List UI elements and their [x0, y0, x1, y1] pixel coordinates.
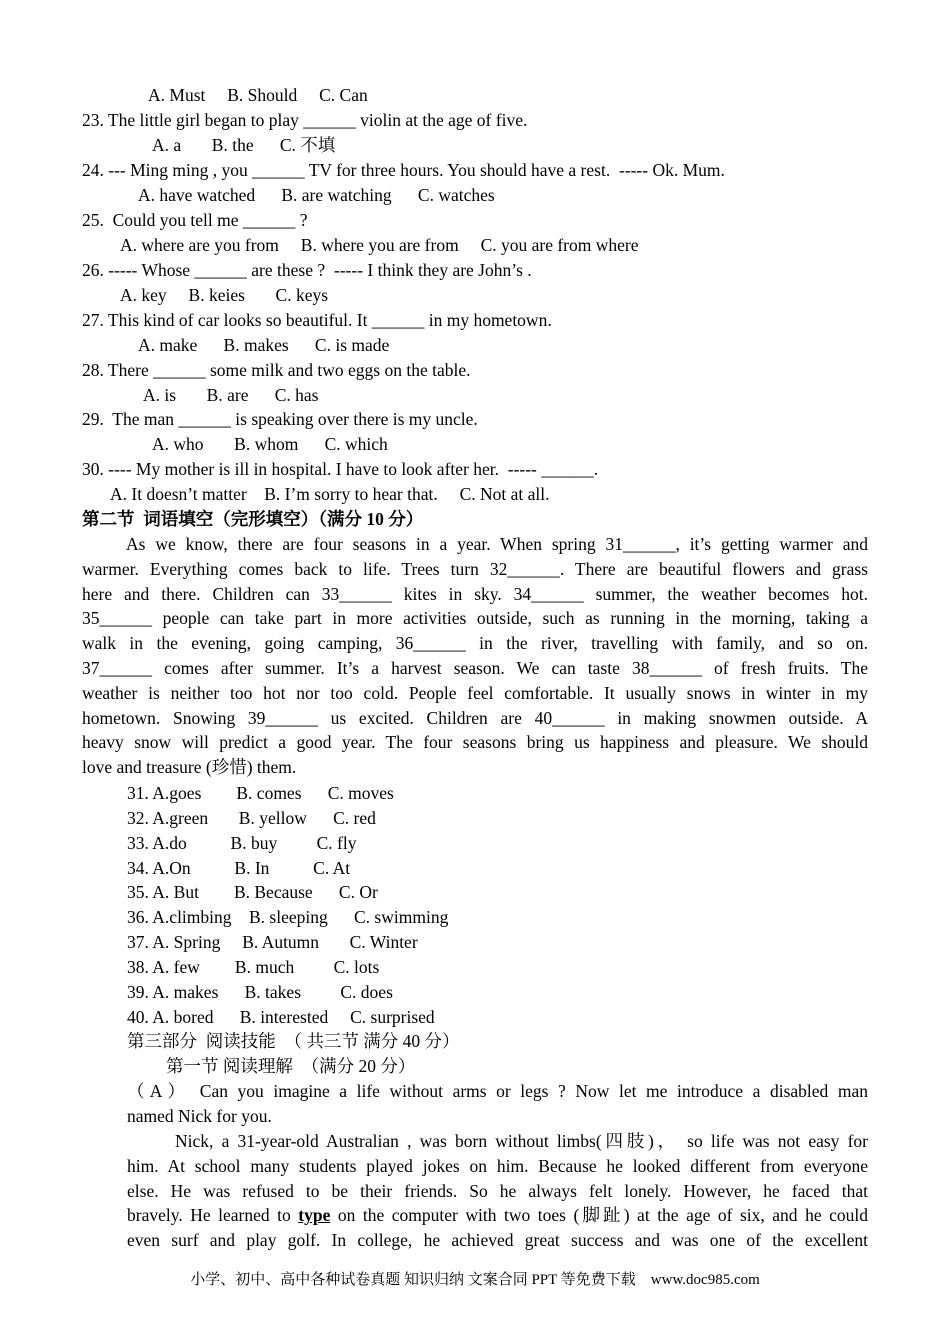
q29-stem: 29. The man ______ is speaking over there is my uncle.	[82, 409, 478, 429]
cloze-option-37: 37. A. Spring B. Autumn C. Winter	[127, 932, 418, 952]
q24-stem: 24. --- Ming ming , you ______ TV for three hours. You should have a rest. ----- Ok. Mum.	[82, 160, 725, 180]
passage-a-line	[127, 1203, 868, 1228]
cloze-option-39: 39. A. makes B. takes C. does	[127, 982, 393, 1002]
cloze-option-40: 40. A. bored B. interested C. surprised	[127, 1007, 435, 1027]
q24-options: A. have watched B. are watching C. watches	[138, 185, 495, 205]
cloze-line: weather is neither too hot nor too cold. People feel comfortable. It usually snows in winter in my	[82, 682, 868, 703]
cloze-option-33: 33. A.do B. buy C. fly	[127, 833, 357, 853]
q28-options: A. is B. are C. has	[143, 385, 319, 405]
page-footer: 小学、初中、高中各种试卷真题 知识归纳 文案合同 PPT 等免费下载 www.doc985.com	[190, 1272, 760, 1288]
cloze-option-32: 32. A.green B. yellow C. red	[127, 808, 376, 828]
cloze-line: 37______ comes after summer. It’s a harvest season. We can taste 38______ of fresh fruits. The	[82, 657, 868, 678]
cloze-line: 35______ people can take part in more activities outside, such as running in the morning, taking a	[82, 608, 868, 629]
cloze-line: walk in the evening, going camping, 36______ in the river, travelling with family, and so on.	[82, 633, 868, 654]
passage-a-line4-post: on the computer with two toes (脚趾) at the age of six, and he could	[330, 1205, 868, 1226]
cloze-option-36: 36. A.climbing B. sleeping C. swimming	[127, 907, 449, 927]
q25-stem: 25. Could you tell me ______ ?	[82, 210, 308, 230]
cloze-option-31: 31. A.goes B. comes C. moves	[127, 783, 394, 803]
section2-title: 第二节 词语填空（完形填空）（满分 10 分）	[82, 509, 424, 529]
q23-options: A. a B. the C. 不填	[152, 135, 336, 155]
q26-stem: 26. ----- Whose ______ are these ? ----- I think they are John’s .	[82, 260, 532, 280]
passage-a-line4-pre: bravely. He learned to	[127, 1205, 299, 1226]
cloze-option-38: 38. A. few B. much C. lots	[127, 957, 380, 977]
q25-options: A. where are you from B. where you are from C. you are from where	[120, 235, 639, 255]
cloze-option-34: 34. A.On B. In C. At	[127, 858, 351, 878]
cloze-option-35: 35. A. But B. Because C. Or	[127, 882, 378, 902]
part3-title: 第三部分 阅读技能 （ 共三节 满分 40 分）	[127, 1031, 460, 1051]
cloze-line: heavy snow will predict a good year. The four seasons bring us happiness and pleasure. We should	[82, 732, 868, 753]
cloze-line: hometown. Snowing 39______ us excited. Children are 40______ in making snowmen outside. A	[82, 707, 868, 728]
passage-a-line: Nick, a 31-year-old Australian , was born without limbs(四肢)， so life was not easy for	[175, 1131, 868, 1151]
q22-options: A. Must B. Should C. Can	[148, 85, 368, 105]
q28-stem: 28. There ______ some milk and two eggs on the table.	[82, 360, 471, 380]
passage-a-intro-line: named Nick for you.	[127, 1105, 272, 1126]
cloze-line: love and treasure (珍惜) them.	[82, 757, 297, 778]
passage-a-intro	[127, 1079, 868, 1129]
q27-options: A. make B. makes C. is made	[138, 335, 390, 355]
underlined-word-type: type	[298, 1205, 331, 1226]
q26-options: A. key B. keies C. keys	[120, 285, 329, 305]
q30-options: A. It doesn’t matter B. I’m sorry to hear that. C. Not at all.	[110, 484, 550, 504]
q30-stem: 30. ---- My mother is ill in hospital. I have to look after her. ----- ______.	[82, 459, 599, 479]
cloze-line: warmer. Everything comes back to life. Trees turn 32______. There are beautiful flowers and grass	[82, 558, 868, 579]
cloze-line: here and there. Children can 33______ kites in sky. 34______ summer, the weather becomes hot.	[82, 583, 868, 604]
q29-options: A. who B. whom C. which	[152, 434, 388, 454]
passage-a-body	[127, 1129, 868, 1253]
passage-a-line: even surf and play golf. In college, he achieved great success and was one of the excellent	[127, 1230, 868, 1251]
cloze-passage	[82, 532, 868, 780]
passage-a-line: else. He was refused to be their friends. So he always felt lonely. However, he faced that	[127, 1180, 868, 1201]
cloze-line: As we know, there are four seasons in a year. When spring 31______, it’s getting warmer and	[126, 534, 868, 554]
q23-stem: 23. The little girl began to play ______ violin at the age of five.	[82, 110, 528, 130]
passage-a-intro-line: （A） Can you imagine a life without arms or legs ? Now let me introduce a disabled man	[127, 1081, 868, 1101]
passage-a-line: him. At school many students played jokes on him. Because he looked different from everyone	[127, 1155, 868, 1176]
section1-title: 第一节 阅读理解 （满分 20 分）	[166, 1056, 416, 1076]
q27-stem: 27. This kind of car looks so beautiful. It ______ in my hometown.	[82, 310, 552, 330]
